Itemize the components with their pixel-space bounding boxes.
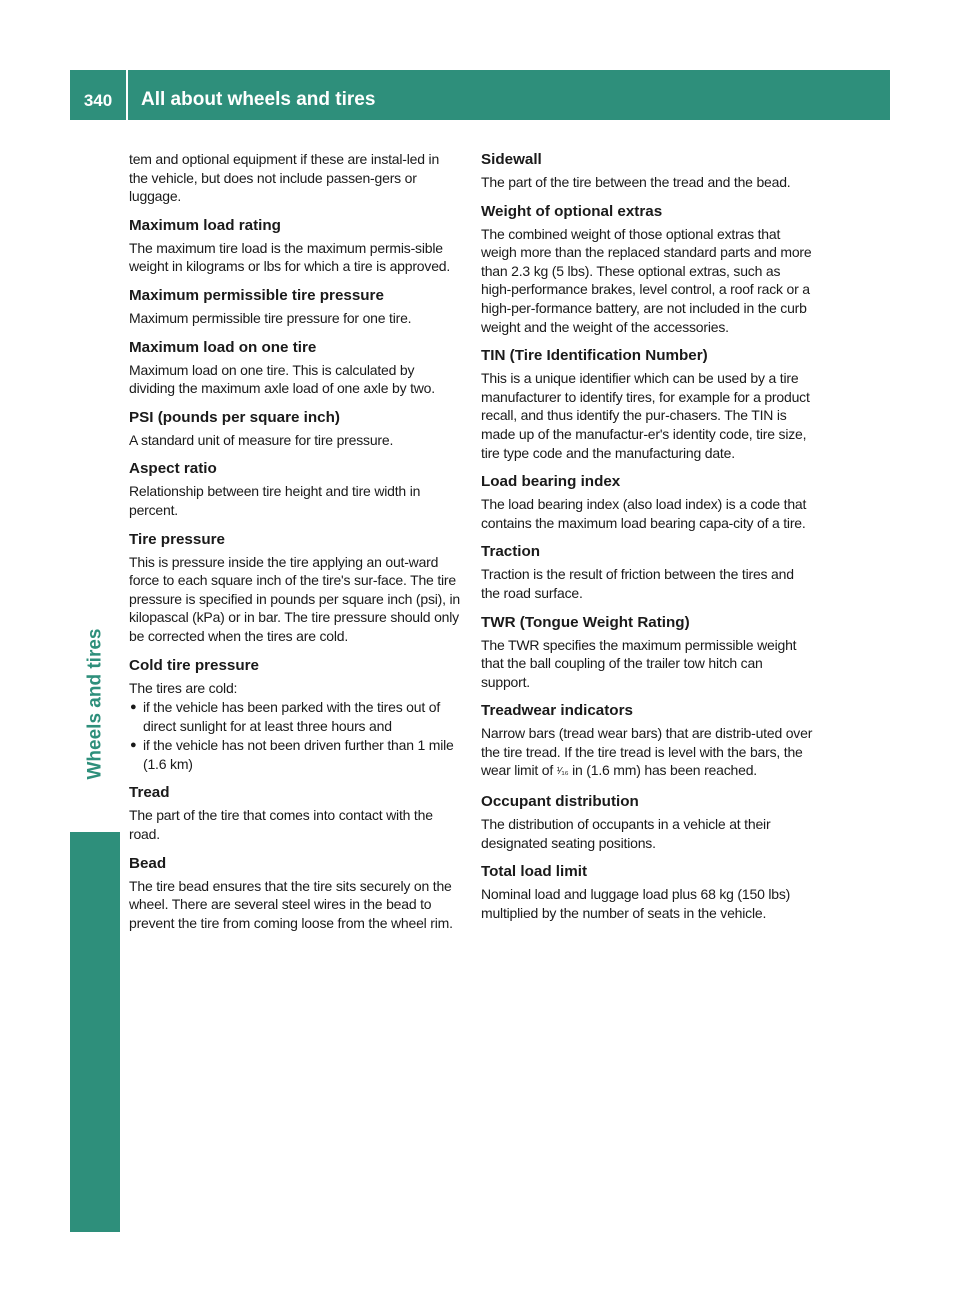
- section-heading: Maximum load rating: [129, 216, 281, 234]
- section-heading: Total load limit: [481, 863, 588, 881]
- chapter-title: All about wheels and tires: [141, 89, 376, 110]
- section-text: A standard unit of measure for tire pressure.: [129, 431, 394, 448]
- section-text: The TWR specifies the maximum permissible weight that the ball coupling of the trailer tow hitch can support.: [481, 636, 797, 690]
- section-heading: Load bearing index: [481, 473, 621, 491]
- section-heading: Tread: [129, 784, 170, 802]
- section-text: The part of the tire that comes into contact with the road.: [129, 807, 433, 843]
- intro-paragraph: tem and optional equipment if these are instal-led in the vehicle, but does not include passen-gers or luggage.: [129, 151, 440, 205]
- section-heading: Occupant distribution: [481, 793, 639, 811]
- section-heading: TIN (Tire Identification Number): [481, 347, 708, 365]
- header-divider: [126, 70, 128, 120]
- left-column: [129, 150, 461, 932]
- fraction: ¹⁄₁₆: [556, 766, 569, 778]
- section-text: The maximum tire load is the maximum permis-sible weight in kilograms or lbs for which a tire is approved.: [129, 239, 451, 275]
- list-item: [129, 698, 461, 735]
- section-heading: Aspect ratio: [129, 460, 217, 478]
- section-text: Maximum load on one tire. This is calculated by dividing the maximum axle load of one axle by two.: [129, 361, 435, 397]
- section-heading: PSI (pounds per square inch): [129, 408, 340, 426]
- section-heading: TWR (Tongue Weight Rating): [481, 613, 690, 631]
- section-heading: Weight of optional extras: [481, 202, 663, 220]
- section-text: This is pressure inside the tire applying an out-ward force to each square inch of the tire's sur-face. The tire pressure is specified in pounds per square inch (psi), in kilopascal (kPa) or in bar. The tire pressure should only be corrected when the tires are cold.: [129, 553, 460, 644]
- text-part: in (1.6 mm) has been reached.: [572, 762, 757, 779]
- section-text: Traction is the result of friction between the tires and the road surface.: [481, 566, 794, 601]
- bullet-icon: ●: [130, 739, 137, 752]
- side-marker: [70, 832, 120, 1232]
- section-text: Maximum permissible tire pressure for one tire.: [129, 309, 412, 326]
- section-heading: Maximum load on one tire: [129, 338, 317, 356]
- page-number: 340: [83, 91, 113, 110]
- section-heading: Tire pressure: [129, 530, 225, 548]
- section-text: Relationship between tire height and tire width in percent.: [129, 483, 421, 518]
- section-text: [481, 724, 813, 782]
- list-item: [129, 736, 461, 773]
- section-heading: Sidewall: [481, 151, 542, 168]
- bullet-list: [129, 698, 461, 773]
- section-heading: Treadwear indicators: [481, 702, 633, 720]
- section-heading: Bead: [129, 854, 167, 872]
- list-item-text: if the vehicle has not been driven further than 1 mile (1.6 km): [143, 737, 454, 772]
- text-part: Narrow bars (tread wear bars) that are distrib-uted over the tire tread. If the tire tread is level with the bars, the wear limit of: [481, 725, 813, 779]
- side-tab: [70, 611, 120, 796]
- section-text: Nominal load and luggage load plus 68 kg (150 lbs) multiplied by the number of seats in the vehicle.: [481, 886, 791, 921]
- side-tab-label: Wheels and tires: [84, 628, 105, 779]
- section-text: The tires are cold:: [129, 679, 238, 696]
- section-text: The part of the tire between the tread and the bead.: [481, 174, 791, 190]
- section-text: The distribution of occupants in a vehicle at their designated seating positions.: [481, 816, 771, 851]
- list-item-text: if the vehicle has been parked with the tires out of direct sunlight for at least three hours and: [143, 699, 441, 734]
- section-heading: Traction: [481, 543, 541, 561]
- bullet-icon: ●: [130, 701, 137, 714]
- section-text: The combined weight of those optional extras that weigh more than the replaced standard parts and more than 2.3 kg (5 lbs). These optional extras, such as high-performance brakes, level control, a roof rack or a high-per-formance battery, are not included in the curb weight and the weight of the accessories.: [481, 225, 812, 335]
- right-column: [481, 150, 813, 922]
- section-text: The load bearing index (also load index) is a code that contains the maximum load bearing capa-city of a tire.: [481, 496, 807, 531]
- section-text: This is a unique identifier which can be used by a tire manufacturer to identify tires, for example for a product recall, and thus identify the pur-chasers. The TIN is made up of the manufactur-er's identity code, tire size, tire type code and the manufacturing date.: [481, 370, 810, 461]
- section-text: The tire bead ensures that the tire sits securely on the wheel. There are several steel wires in the bead to prevent the tire from coming loose from the wheel rim.: [129, 877, 453, 931]
- section-heading: Maximum permissible tire pressure: [129, 286, 384, 304]
- section-heading: Cold tire pressure: [129, 656, 259, 674]
